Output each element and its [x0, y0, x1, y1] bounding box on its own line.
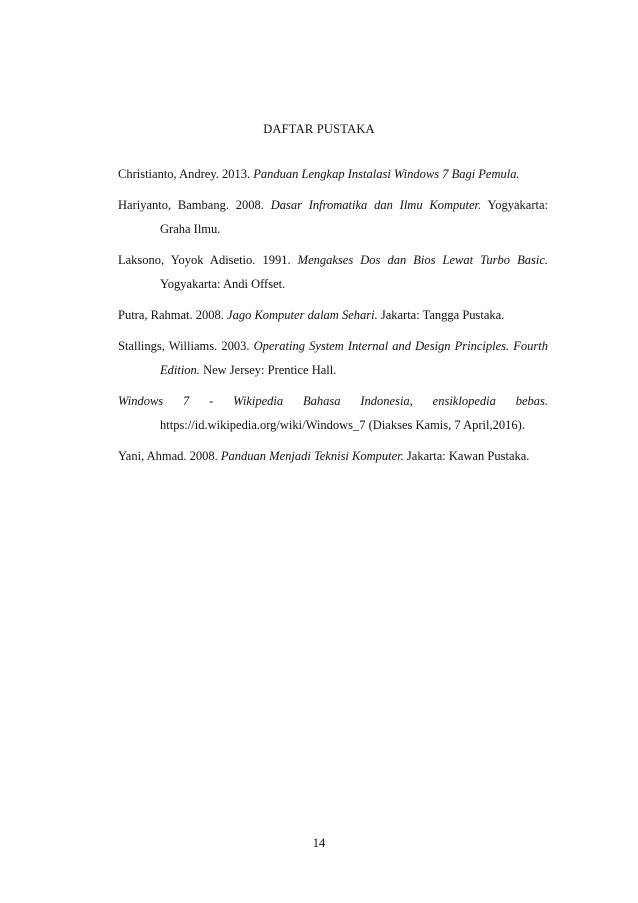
reference-title: Jago Komputer dalam Sehari. [227, 308, 378, 322]
reference-title: Dasar Infromatika dan Ilmu Komputer. [270, 198, 482, 212]
reference-list [118, 162, 548, 475]
reference-author-year: Christianto, Andrey. 2013. [118, 167, 254, 181]
reference-publisher: Jakarta: Kawan Pustaka. [403, 449, 530, 463]
reference-title: Panduan Lengkap Instalasi Windows 7 Bagi Pemula. [253, 167, 520, 181]
reference-entry [118, 444, 548, 468]
reference-entry [118, 303, 548, 327]
reference-author-year: Stallings, Williams. 2003. [118, 339, 254, 353]
reference-url: https://id.wikipedia.org/wiki/Windows_7 (Diakses Kamis, 7 April,2016). [160, 418, 525, 432]
page-number: 14 [312, 836, 326, 850]
reference-author-year: Hariyanto, Bambang. 2008. [118, 198, 271, 212]
reference-publisher: Jakarta: Tangga Pustaka. [377, 308, 505, 322]
reference-entry [118, 334, 548, 382]
page-title: DAFTAR PUSTAKA [263, 122, 375, 136]
reference-publisher: Yogyakarta: Andi Offset. [160, 277, 286, 291]
reference-entry [118, 248, 548, 296]
reference-title: Mengakses Dos dan Bios Lewat Turbo Basic. [297, 253, 549, 267]
reference-author-year: Putra, Rahmat. 2008. [118, 308, 228, 322]
reference-entry [118, 162, 548, 186]
reference-title: Panduan Menjadi Teknisi Komputer. [220, 449, 404, 463]
reference-author-year: Laksono, Yoyok Adisetio. 1991. [118, 253, 298, 267]
reference-author-year: Yani, Ahmad. 2008. [118, 449, 221, 463]
reference-title: Windows 7 - Wikipedia Bahasa Indonesia, ensiklopedia bebas. [118, 394, 548, 408]
reference-publisher: New Jersey: Prentice Hall. [199, 363, 337, 377]
reference-title: Operating System Internal and Design Principles. Fourth Edition. [160, 339, 549, 377]
reference-entry [118, 389, 548, 437]
reference-entry [118, 193, 548, 241]
reference-publisher: Yogyakarta: Graha Ilmu. [160, 198, 548, 236]
